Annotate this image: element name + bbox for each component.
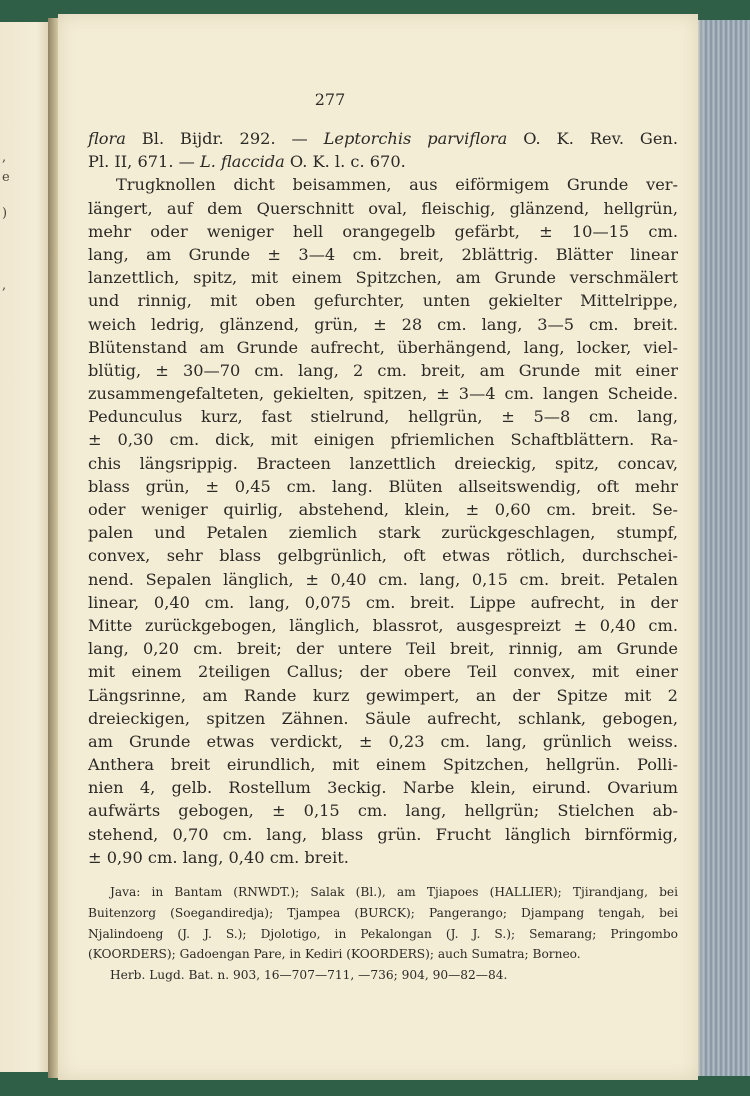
locality-line: (KOORDERS); Gadoengan Pare, in Kediri (KOORDERS); auch Sumatra; Borneo.: [88, 947, 581, 962]
text-span: am Grunde etwas verdickt, ± 0,23 cm. lang, grünlich weiss.: [88, 731, 678, 751]
text-line: [88, 707, 678, 730]
text-line: [88, 521, 678, 544]
text-span: lang, 0,20 cm. breit; der untere Teil breit, rinnig, am Grunde: [88, 639, 678, 659]
text-span: O. K. l. c. 670.: [284, 152, 406, 172]
margin-mark: ,: [2, 150, 7, 165]
text-span: blass grün, ± 0,45 cm. lang. Blüten allseitswendig, oft mehr: [88, 476, 678, 496]
locality-line: Java: in Bantam (RNWDT.); Salak (Bl.), am Tjiapoes (HALLIER); Tjirandjang, bei: [110, 885, 678, 899]
text-span: aufwärts gebogen, ± 0,15 cm. lang, hellgrün; Stielchen ab-: [88, 801, 678, 821]
text-line: [88, 313, 678, 336]
text-line: [88, 197, 678, 220]
text-line: [88, 544, 678, 567]
text-line: [88, 799, 678, 822]
margin-mark: e: [2, 170, 10, 185]
text-span: nend. Sepalen länglich, ± 0,40 cm. lang, 0,15 cm. breit. Petalen: [88, 569, 678, 589]
text-line: [88, 637, 678, 660]
text-span: Pedunculus kurz, fast stielrund, hellgrün, ± 5—8 cm. lang,: [88, 407, 678, 427]
text-span: weich ledrig, glänzend, grün, ± 28 cm. lang, 3—5 cm. breit.: [88, 314, 678, 334]
page-number: 277: [314, 90, 346, 109]
text-line: [88, 660, 678, 683]
text-line: [88, 823, 678, 846]
italic-text: L. flaccida: [199, 152, 285, 172]
italic-text: flora: [88, 129, 126, 148]
text-span: stehend, 0,70 cm. lang, blass grün. Frucht länglich birnförmig,: [88, 824, 678, 844]
text-line: [88, 846, 678, 869]
text-line: [88, 614, 678, 637]
text-line: [88, 382, 678, 405]
text-span: O. K. Rev. Gen.: [507, 129, 678, 148]
body-text: [88, 127, 678, 869]
text-span: Pl. II, 671. —: [88, 152, 200, 172]
text-span: Blütenstand am Grunde aufrecht, überhängend, lang, locker, viel-: [88, 337, 678, 357]
text-span: chis längsrippig. Bracteen lanzettlich dreieckig, spitz, concav,: [88, 453, 678, 473]
text-span: palen und Petalen ziemlich stark zurückgeschlagen, stumpf,: [88, 523, 678, 543]
text-span: Mitte zurückgebogen, länglich, blassrot, ausgespreizt ± 0,40 cm.: [88, 615, 678, 635]
text-span: und rinnig, mit oben gefurchter, unten gekielter Mittelrippe,: [88, 291, 678, 311]
text-span: längert, auf dem Querschnitt oval, fleischig, glänzend, hellgrün,: [88, 198, 678, 218]
page-edges: [690, 20, 750, 1076]
text-line: [88, 498, 678, 521]
text-line: [88, 591, 678, 614]
text-line: [88, 266, 678, 289]
text-span: Bl. Bijdr. 292. —: [125, 129, 324, 148]
text-line: [88, 173, 678, 196]
locality-line: Herb. Lugd. Bat. n. 903, 16—707—711, —736; 904, 90—82—84.: [110, 968, 508, 983]
text-line: [88, 568, 678, 591]
text-span: Anthera breit eirundlich, mit einem Spitzchen, hellgrün. Polli-: [88, 755, 678, 775]
text-span: dreieckigen, spitzen Zähnen. Säule aufrecht, schlank, gebogen,: [88, 708, 678, 728]
locality-line: Njalindoeng (J. J. S.); Djolotigo, in Pekalongan (J. J. S.); Semarang; Pringombo: [88, 926, 678, 941]
text-line: [88, 730, 678, 753]
text-span: zusammengefalteten, gekielten, spitzen, ± 3—4 cm. langen Scheide.: [88, 384, 678, 404]
locality-notes: [88, 882, 678, 986]
text-span: Längsrinne, am Rande kurz gewimpert, an der Spitze mit 2: [88, 685, 678, 705]
text-line: [88, 150, 678, 173]
text-line: [88, 475, 678, 498]
text-line: [88, 289, 678, 312]
margin-mark: ,: [2, 278, 7, 293]
text-span: blütig, ± 30—70 cm. lang, 2 cm. breit, am Grunde mit einer: [88, 360, 678, 380]
text-line: [88, 684, 678, 707]
italic-text: Leptorchis parviflora: [323, 129, 508, 148]
text-span: Trugknollen dicht beisammen, aus eiförmigem Grunde ver-: [116, 175, 678, 195]
text-line: [88, 220, 678, 243]
text-span: lang, am Grunde ± 3—4 cm. breit, 2blättrig. Blätter linear: [88, 244, 678, 264]
text-span: ± 0,90 cm. lang, 0,40 cm. breit.: [88, 847, 349, 867]
text-line: [88, 127, 678, 150]
text-span: linear, 0,40 cm. lang, 0,075 cm. breit. Lippe aufrecht, in der: [88, 592, 678, 612]
text-span: mit einem 2teiligen Callus; der obere Teil convex, mit einer: [88, 662, 678, 682]
text-span: mehr oder weniger hell orangegelb gefärbt, ± 10—15 cm.: [88, 221, 678, 241]
text-span: convex, sehr blass gelbgrünlich, oft etwas rötlich, durchschei-: [88, 546, 678, 566]
text-span: nien 4, gelb. Rostellum 3eckig. Narbe klein, eirund. Ovarium: [88, 778, 678, 798]
text-line: [88, 753, 678, 776]
text-line: [88, 776, 678, 799]
text-line: [88, 359, 678, 382]
text-line: [88, 336, 678, 359]
text-span: ± 0,30 cm. dick, mit einigen pfriemlichen Schaftblättern. Ra-: [88, 430, 678, 450]
text-line: [88, 452, 678, 475]
locality-line: Buitenzorg (Soegandiredja); Tjampea (BURCK); Pangerango; Djampang tengah, bei: [88, 905, 678, 920]
text-span: lanzettlich, spitz, mit einem Spitzchen, am Grunde verschmälert: [88, 268, 678, 288]
text-span: oder weniger quirlig, abstehend, klein, ± 0,60 cm. breit. Se-: [88, 500, 678, 519]
text-line: [88, 243, 678, 266]
text-line: [88, 405, 678, 428]
margin-mark: ): [2, 206, 8, 221]
text-line: [88, 428, 678, 451]
